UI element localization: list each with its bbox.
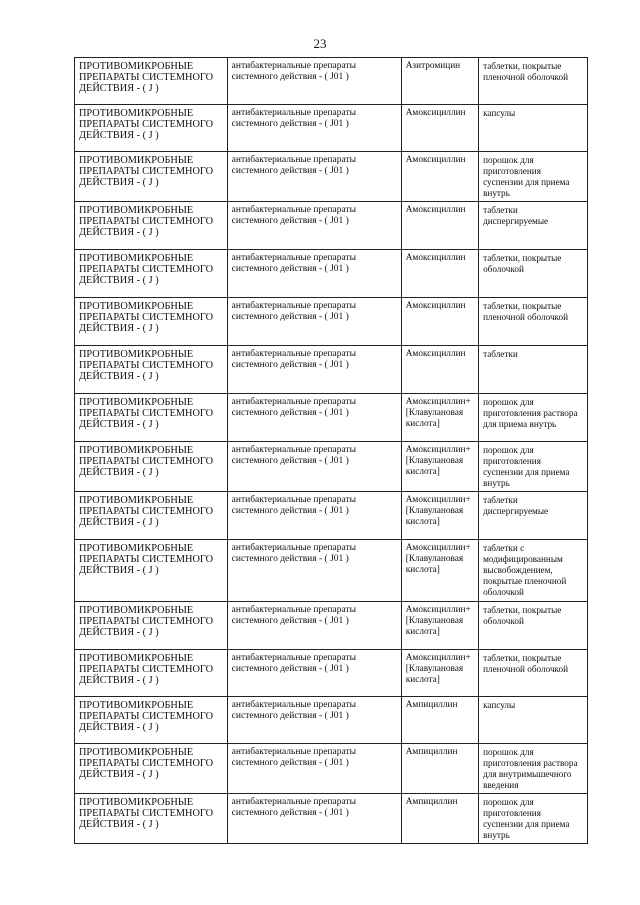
group-cell: ПРОТИВОМИКРОБНЫЕ ПРЕПАРАТЫ СИСТЕМНОГО ДЕЙСТВИЯ - ( J )	[75, 152, 228, 202]
drug-name-cell: Амоксициллин+ [Клавулановая кислота]	[401, 394, 478, 442]
dosage-form-cell: капсулы	[479, 697, 588, 744]
table-row	[75, 794, 588, 844]
drug-name-cell: Амоксициллин	[401, 105, 478, 152]
table-row	[75, 202, 588, 250]
subgroup-cell: антибактериальные препараты системного действия - ( J01 )	[227, 58, 401, 105]
dosage-form-cell: порошок для приготовления суспензии для приема внутрь	[479, 442, 588, 492]
drug-name-cell: Амоксициллин+ [Клавулановая кислота]	[401, 442, 478, 492]
dosage-form-cell: таблетки, покрытые пленочной оболочкой	[479, 298, 588, 346]
group-cell: ПРОТИВОМИКРОБНЫЕ ПРЕПАРАТЫ СИСТЕМНОГО ДЕЙСТВИЯ - ( J )	[75, 697, 228, 744]
subgroup-cell: антибактериальные препараты системного действия - ( J01 )	[227, 250, 401, 298]
subgroup-cell: антибактериальные препараты системного действия - ( J01 )	[227, 346, 401, 394]
drug-name-cell: Азитромицин	[401, 58, 478, 105]
group-cell: ПРОТИВОМИКРОБНЫЕ ПРЕПАРАТЫ СИСТЕМНОГО ДЕЙСТВИЯ - ( J )	[75, 58, 228, 105]
dosage-form-cell: капсулы	[479, 105, 588, 152]
dosage-form-cell: таблетки, покрытые оболочкой	[479, 602, 588, 650]
group-cell: ПРОТИВОМИКРОБНЫЕ ПРЕПАРАТЫ СИСТЕМНОГО ДЕЙСТВИЯ - ( J )	[75, 492, 228, 540]
table-row	[75, 602, 588, 650]
table-row	[75, 540, 588, 602]
subgroup-cell: антибактериальные препараты системного действия - ( J01 )	[227, 794, 401, 844]
page-number: 23	[313, 36, 327, 51]
drug-name-cell: Амоксициллин+ [Клавулановая кислота]	[401, 492, 478, 540]
dosage-form-cell: порошок для приготовления раствора для приема внутрь	[479, 394, 588, 442]
subgroup-cell: антибактериальные препараты системного действия - ( J01 )	[227, 602, 401, 650]
group-cell: ПРОТИВОМИКРОБНЫЕ ПРЕПАРАТЫ СИСТЕМНОГО ДЕЙСТВИЯ - ( J )	[75, 794, 228, 844]
group-cell: ПРОТИВОМИКРОБНЫЕ ПРЕПАРАТЫ СИСТЕМНОГО ДЕЙСТВИЯ - ( J )	[75, 650, 228, 697]
group-cell: ПРОТИВОМИКРОБНЫЕ ПРЕПАРАТЫ СИСТЕМНОГО ДЕЙСТВИЯ - ( J )	[75, 394, 228, 442]
drug-name-cell: Амоксициллин	[401, 250, 478, 298]
subgroup-cell: антибактериальные препараты системного действия - ( J01 )	[227, 540, 401, 602]
table-row	[75, 442, 588, 492]
drug-name-cell: Амоксициллин+ [Клавулановая кислота]	[401, 540, 478, 602]
group-cell: ПРОТИВОМИКРОБНЫЕ ПРЕПАРАТЫ СИСТЕМНОГО ДЕЙСТВИЯ - ( J )	[75, 602, 228, 650]
table-row	[75, 697, 588, 744]
dosage-form-cell: порошок для приготовления раствора для внутримышечного введения	[479, 744, 588, 794]
table-row	[75, 105, 588, 152]
group-cell: ПРОТИВОМИКРОБНЫЕ ПРЕПАРАТЫ СИСТЕМНОГО ДЕЙСТВИЯ - ( J )	[75, 298, 228, 346]
drug-name-cell: Ампициллин	[401, 744, 478, 794]
dosage-form-cell: таблетки, покрытые пленочной оболочкой	[479, 58, 588, 105]
table-row	[75, 152, 588, 202]
drug-name-cell: Ампициллин	[401, 794, 478, 844]
group-cell: ПРОТИВОМИКРОБНЫЕ ПРЕПАРАТЫ СИСТЕМНОГО ДЕЙСТВИЯ - ( J )	[75, 250, 228, 298]
subgroup-cell: антибактериальные препараты системного действия - ( J01 )	[227, 202, 401, 250]
table-row	[75, 346, 588, 394]
subgroup-cell: антибактериальные препараты системного действия - ( J01 )	[227, 697, 401, 744]
dosage-form-cell: таблетки	[479, 346, 588, 394]
subgroup-cell: антибактериальные препараты системного действия - ( J01 )	[227, 442, 401, 492]
drug-name-cell: Амоксициллин+ [Клавулановая кислота]	[401, 602, 478, 650]
dosage-form-cell: таблетки диспергируемые	[479, 202, 588, 250]
subgroup-cell: антибактериальные препараты системного действия - ( J01 )	[227, 492, 401, 540]
drug-name-cell: Ампициллин	[401, 697, 478, 744]
drug-name-cell: Амоксициллин	[401, 346, 478, 394]
drug-name-cell: Амоксициллин	[401, 202, 478, 250]
table-row	[75, 650, 588, 697]
drug-name-cell: Амоксициллин+ [Клавулановая кислота]	[401, 650, 478, 697]
dosage-form-cell: порошок для приготовления суспензии для приема внутрь	[479, 794, 588, 844]
dosage-form-cell: таблетки с модифицированным высвобождением, покрытые пленочной оболочкой	[479, 540, 588, 602]
group-cell: ПРОТИВОМИКРОБНЫЕ ПРЕПАРАТЫ СИСТЕМНОГО ДЕЙСТВИЯ - ( J )	[75, 442, 228, 492]
drug-name-cell: Амоксициллин	[401, 152, 478, 202]
drug-name-cell: Амоксициллин	[401, 298, 478, 346]
dosage-form-cell: порошок для приготовления суспензии для приема внутрь	[479, 152, 588, 202]
drug-table	[74, 57, 588, 844]
table-row	[75, 58, 588, 105]
subgroup-cell: антибактериальные препараты системного действия - ( J01 )	[227, 744, 401, 794]
group-cell: ПРОТИВОМИКРОБНЫЕ ПРЕПАРАТЫ СИСТЕМНОГО ДЕЙСТВИЯ - ( J )	[75, 105, 228, 152]
dosage-form-cell: таблетки, покрытые пленочной оболочкой	[479, 650, 588, 697]
dosage-form-cell: таблетки, покрытые оболочкой	[479, 250, 588, 298]
group-cell: ПРОТИВОМИКРОБНЫЕ ПРЕПАРАТЫ СИСТЕМНОГО ДЕЙСТВИЯ - ( J )	[75, 202, 228, 250]
subgroup-cell: антибактериальные препараты системного действия - ( J01 )	[227, 394, 401, 442]
table-row	[75, 250, 588, 298]
subgroup-cell: антибактериальные препараты системного действия - ( J01 )	[227, 650, 401, 697]
table-row	[75, 744, 588, 794]
dosage-form-cell: таблетки диспергируемые	[479, 492, 588, 540]
subgroup-cell: антибактериальные препараты системного действия - ( J01 )	[227, 298, 401, 346]
table-row	[75, 394, 588, 442]
table-row	[75, 492, 588, 540]
group-cell: ПРОТИВОМИКРОБНЫЕ ПРЕПАРАТЫ СИСТЕМНОГО ДЕЙСТВИЯ - ( J )	[75, 540, 228, 602]
subgroup-cell: антибактериальные препараты системного действия - ( J01 )	[227, 105, 401, 152]
subgroup-cell: антибактериальные препараты системного действия - ( J01 )	[227, 152, 401, 202]
group-cell: ПРОТИВОМИКРОБНЫЕ ПРЕПАРАТЫ СИСТЕМНОГО ДЕЙСТВИЯ - ( J )	[75, 744, 228, 794]
table-row	[75, 298, 588, 346]
group-cell: ПРОТИВОМИКРОБНЫЕ ПРЕПАРАТЫ СИСТЕМНОГО ДЕЙСТВИЯ - ( J )	[75, 346, 228, 394]
